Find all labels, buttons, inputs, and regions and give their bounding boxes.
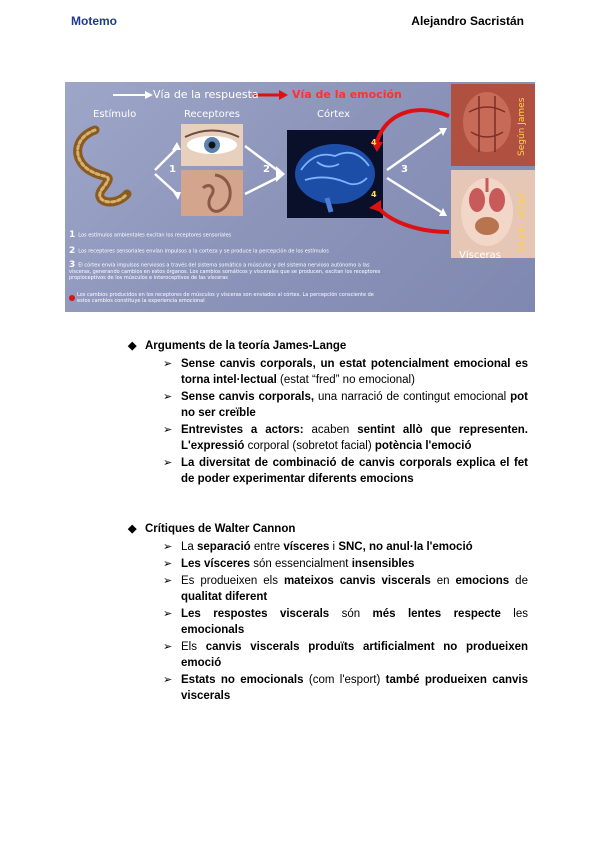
arrow-cortex-james [387, 132, 441, 170]
item-bold-text: Les vísceres [181, 558, 251, 570]
list-item [163, 672, 528, 704]
item-bold-text: emocionals [181, 624, 245, 636]
response-arrowhead-icon [145, 91, 153, 99]
item-bold-text: qualitat diferent [181, 591, 268, 603]
legend-num-2: 2 [69, 246, 76, 256]
section-title-arguments [128, 338, 528, 354]
legend-bullet-icon [69, 295, 75, 301]
list-item [163, 606, 528, 638]
arrow-bullet-icon: ➢ [163, 558, 173, 570]
section2-title-text: Crítiques de Walter Cannon [145, 523, 296, 535]
legend-num-3: 3 [69, 260, 76, 270]
arrow-bullet-icon: ➢ [163, 457, 173, 469]
item-bold-text: Estats no emocionals [181, 674, 304, 686]
arrow-bullet-icon: ➢ [163, 641, 173, 653]
viscera-label: Vísceras [459, 250, 501, 261]
item-bold-text: insensibles [351, 558, 415, 570]
legend-text-3: El córtex envía impulsos nerviosos a través del sistema somático a músculos y del sistema nervioso autónomo a las vísceras, generando cambios en estos órganos. Los cambios somáticos y viscerales que se producen, excitan los receptores propioceptivos de los músculos e interoceptivos de las vísceras [69, 262, 381, 281]
item-text: corporal (sobretot facial) [244, 440, 375, 452]
diamond-bullet-icon: ◆ [128, 523, 137, 535]
legend-text-2: Los receptores sensoriales envían impulsos a la corteza y se produce la percepción de los estímulos [78, 248, 329, 255]
item-bold-text: Sense canvis corporals, [181, 391, 315, 403]
according-lange-label: Según Lange [517, 193, 527, 252]
item-bold-text: canvis viscerals produïts artificialment no produeixen emoció [181, 641, 529, 669]
item-bold-text: sentint allò que representen. L'expressió [181, 424, 528, 452]
item-text: són essencialment [250, 558, 352, 570]
legend-num-1: 1 [69, 230, 76, 240]
critiques-list [128, 539, 528, 704]
item-text: són [329, 608, 373, 620]
item-text: (com l'esport) [303, 674, 386, 686]
header-author: Alejandro Sacristán [411, 14, 524, 28]
legend-text-4: Los cambios producidos en los receptores de músculos y vísceras son enviados al córtex. La percepción consciente de estos cambios constituye la experiencia emocional [77, 292, 374, 304]
list-item [163, 573, 528, 605]
header-left: Motemo [71, 14, 117, 28]
step-3-label: 3 [401, 164, 408, 175]
according-james-label: Según James [517, 97, 527, 156]
step-4-james-label: 4 [371, 138, 377, 147]
step-1-label: 1 [169, 164, 176, 175]
item-bold-text: Sense canvis corporals, un estat potencialment emocional es torna intel·lectual [181, 358, 528, 386]
emotion-path-james [377, 110, 449, 142]
item-text: de [509, 575, 528, 587]
item-text: Els [181, 641, 206, 653]
list-item [163, 422, 528, 454]
item-bold-text: La diversitat de combinació de canvis corporals explica el fet de poder experimentar diferents emocions [181, 457, 528, 485]
item-text: i [329, 541, 339, 553]
item-bold-text: vísceres [283, 541, 330, 553]
cannon-critiques [128, 521, 528, 705]
list-item [163, 356, 528, 388]
step-2-label: 2 [263, 164, 270, 175]
diamond-bullet-icon: ◆ [128, 340, 137, 352]
arrow-bullet-icon: ➢ [163, 674, 173, 686]
item-bold-text: també produeixen canvis viscerals [181, 674, 528, 702]
legend-response-label: Vía de la respuesta [153, 88, 259, 101]
emotion-arrowhead-icon [279, 90, 288, 100]
james-lange-arguments [128, 338, 528, 488]
list-item [163, 455, 528, 487]
arrow-bullet-icon: ➢ [163, 358, 173, 370]
item-text: (estat “fred” no emocional) [276, 374, 415, 386]
step-4-lange-label: 4 [371, 190, 377, 199]
james-lange-diagram [65, 82, 535, 312]
item-text: una narració de contingut emocional [314, 391, 511, 403]
item-text: La [181, 541, 197, 553]
section1-title-text: Arguments de la teoría James-Lange [145, 340, 347, 352]
cortex-label: Córtex [317, 109, 351, 120]
stimulus-label: Estímulo [93, 109, 137, 120]
arrow-bullet-icon: ➢ [163, 575, 173, 587]
arrow-receptors-cortex [245, 146, 277, 170]
legend-line-3 [69, 262, 389, 281]
item-bold-text: potència l'emoció [374, 440, 472, 452]
receptors-label: Receptores [184, 109, 240, 120]
arrow-bullet-icon: ➢ [163, 391, 173, 403]
legend-line-2 [69, 248, 329, 255]
arrow-bullet-icon: ➢ [163, 424, 173, 436]
item-bold-text: mateixos canvis viscerals [283, 575, 431, 587]
list-item [163, 539, 528, 555]
list-item [163, 639, 529, 671]
item-bold-text: Entrevistes a actors: [181, 424, 304, 436]
item-bold-text: SNC, no anul·la l'emoció [338, 541, 473, 553]
item-bold-text: Les respostes viscerals [181, 608, 330, 620]
arrow-stimulus-ear [155, 174, 177, 194]
arrow-bullet-icon: ➢ [163, 608, 173, 620]
item-bold-text: emocions [455, 575, 510, 587]
item-bold-text: separació [197, 541, 251, 553]
item-text: Es produeixen els [181, 575, 284, 587]
item-bold-text: més lentes respecte [372, 608, 501, 620]
arrow-bullet-icon: ➢ [163, 541, 173, 553]
list-item [163, 389, 528, 421]
legend-line-1 [69, 232, 231, 239]
item-text: acaben [303, 424, 358, 436]
legend-line-4 [77, 292, 377, 304]
legend-text-1: Los estímulos ambientales excitan los receptores sensoriales [78, 232, 232, 239]
item-text: les [500, 608, 528, 620]
arrow-cortex-lange [387, 178, 441, 212]
item-bold-text: pot no ser creïble [181, 391, 528, 419]
section-title-critiques [128, 521, 528, 537]
legend-emotion-label: Vía de la emoción [292, 88, 402, 101]
item-text: entre [250, 541, 284, 553]
arguments-list [128, 356, 528, 487]
item-text: en [430, 575, 456, 587]
list-item [163, 556, 528, 572]
